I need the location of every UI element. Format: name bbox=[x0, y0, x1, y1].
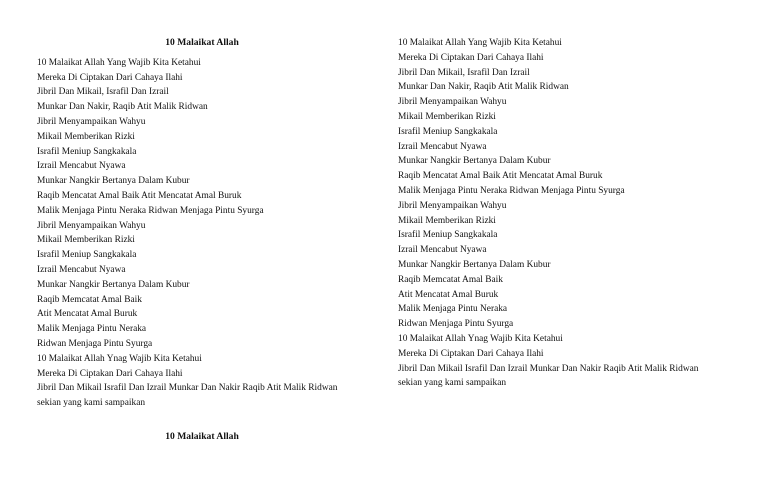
lyric-line: 10 Malaikat Allah Ynag Wajib Kita Ketahui bbox=[398, 333, 563, 344]
lyric-line: Raqib Mencatat Amal Baik Atit Mencatat Amal Buruk bbox=[398, 171, 603, 182]
lyric-line: Malik Menjaga Pintu Neraka Ridwan Menjaga Pintu Syurga bbox=[37, 205, 264, 216]
lyric-line: Malik Menjaga Pintu Neraka bbox=[37, 324, 147, 335]
lyric-line: Israfil Meniup Sangkakala bbox=[398, 230, 498, 241]
page-title: 10 Malaikat Allah bbox=[165, 37, 239, 48]
lyric-line: Munkar Nangkir Bertanya Dalam Kubur bbox=[398, 156, 551, 167]
lyric-line: Izrail Mencabut Nyawa bbox=[37, 264, 126, 275]
lyric-line: Mikail Memberikan Rizki bbox=[398, 111, 496, 122]
lyric-line: Ridwan Menjaga Pintu Syurga bbox=[37, 338, 153, 349]
lyric-line: Munkar Dan Nakir, Raqib Atit Malik Ridwan bbox=[37, 102, 208, 113]
right-lyrics bbox=[398, 36, 738, 391]
lyric-line: Izrail Mencabut Nyawa bbox=[398, 141, 487, 152]
lyric-line: Mereka Di Ciptakan Dari Cahaya Ilahi bbox=[398, 348, 544, 359]
lyric-line: Jibril Dan Mikail Israfil Dan Izrail Munkar Dan Nakir Raqib Atit Malik Ridwan bbox=[37, 383, 338, 394]
lyric-line: Jibril Menyampaikan Wahyu bbox=[398, 97, 507, 108]
lyric-line: Atit Mencatat Amal Buruk bbox=[37, 309, 138, 320]
lyric-line: Munkar Nangkir Bertanya Dalam Kubur bbox=[37, 279, 190, 290]
lyric-line: Munkar Nangkir Bertanya Dalam Kubur bbox=[398, 259, 551, 270]
lyric-line: 10 Malaikat Allah Yang Wajib Kita Ketahui bbox=[398, 38, 562, 48]
lyric-line: Mikail Memberikan Rizki bbox=[37, 235, 135, 246]
lyric-line: Israfil Meniup Sangkakala bbox=[37, 250, 137, 261]
lyric-line: Atit Mencatat Amal Buruk bbox=[398, 289, 499, 300]
lyric-line: Jibril Menyampaikan Wahyu bbox=[398, 200, 507, 211]
lyric-line: Mikail Memberikan Rizki bbox=[37, 131, 135, 142]
lyric-line: Raqib Memcatat Amal Baik bbox=[398, 274, 503, 285]
lyric-line: 10 Malaikat Allah Yang Wajib Kita Ketahui bbox=[37, 57, 201, 68]
lyric-line: Israfil Meniup Sangkakala bbox=[37, 146, 137, 157]
lyric-line: Izrail Mencabut Nyawa bbox=[37, 161, 126, 172]
lyric-line: Jibril Dan Mikail Israfil Dan Izrail Munkar Dan Nakir Raqib Atit Malik Ridwan bbox=[398, 363, 699, 374]
lyric-line: Jibril Menyampaikan Wahyu bbox=[37, 116, 146, 127]
lyric-line: Munkar Dan Nakir, Raqib Atit Malik Ridwan bbox=[398, 82, 569, 93]
lyric-line: Jibril Dan Mikail, Israfil Dan Izrail bbox=[37, 87, 169, 98]
lyric-line: Izrail Mencabut Nyawa bbox=[398, 245, 487, 256]
right-column bbox=[398, 36, 738, 391]
lyric-line: Israfil Meniup Sangkakala bbox=[398, 126, 498, 137]
next-page-title: 10 Malaikat Allah bbox=[165, 431, 239, 442]
left-column bbox=[37, 36, 367, 411]
lyric-line: Malik Menjaga Pintu Neraka Ridwan Menjaga Pintu Syurga bbox=[398, 185, 625, 196]
lyric-line: Mereka Di Ciptakan Dari Cahaya Ilahi bbox=[37, 72, 183, 83]
lyric-line: 10 Malaikat Allah Ynag Wajib Kita Ketahui bbox=[37, 353, 202, 364]
lyric-line: Mereka Di Ciptakan Dari Cahaya Ilahi bbox=[398, 52, 544, 63]
lyric-line: Raqib Mencatat Amal Baik Atit Mencatat Amal Buruk bbox=[37, 190, 242, 201]
lyric-line: Ridwan Menjaga Pintu Syurga bbox=[398, 319, 514, 330]
lyric-line: Raqib Memcatat Amal Baik bbox=[37, 294, 142, 305]
lyric-line: Jibril Dan Mikail, Israfil Dan Izrail bbox=[398, 67, 530, 78]
lyric-line: Malik Menjaga Pintu Neraka bbox=[398, 304, 508, 315]
lyric-line: Mereka Di Ciptakan Dari Cahaya Ilahi bbox=[37, 368, 183, 379]
lyric-line: Mikail Memberikan Rizki bbox=[398, 215, 496, 226]
lyric-line: Munkar Nangkir Bertanya Dalam Kubur bbox=[37, 176, 190, 187]
left-lyrics bbox=[37, 56, 367, 411]
lyric-line: sekian yang kami sampaikan bbox=[37, 398, 146, 409]
lyric-line: Jibril Menyampaikan Wahyu bbox=[37, 220, 146, 231]
lyric-line: sekian yang kami sampaikan bbox=[398, 378, 507, 389]
